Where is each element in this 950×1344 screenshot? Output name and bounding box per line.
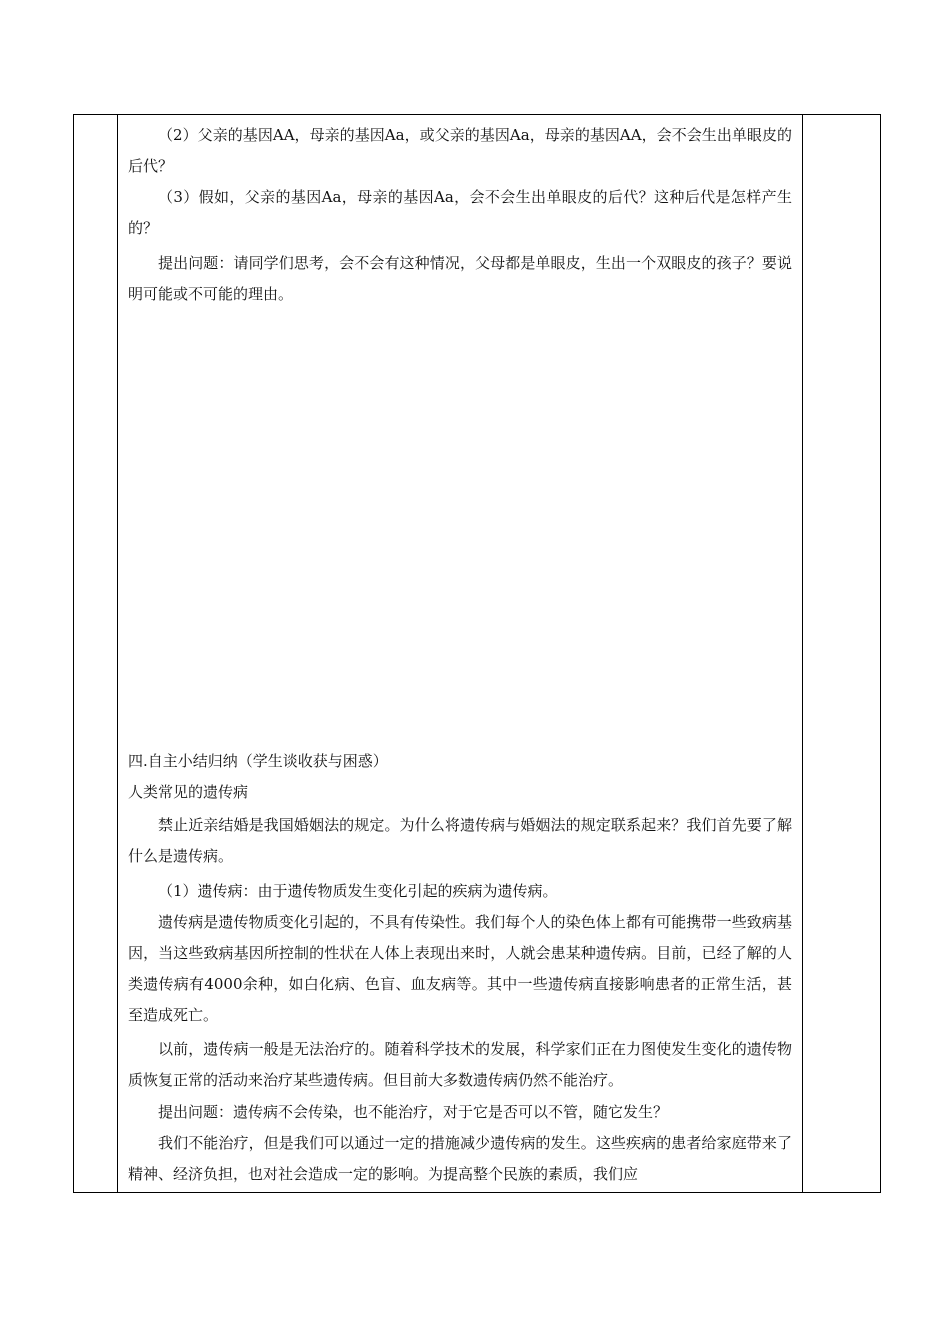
prevention-paragraph: 我们不能治疗，但是我们可以通过一定的措施减少遗传病的发生。这些疾病的患者给家庭带来了精神、经济负担，也对社会造成一定的影响。为提高整个民族的素质，我们应 [128,1134,792,1183]
section-heading: 四.自主小结归纳（学生谈收获与困惑） [128,752,388,770]
treatment-paragraph: 以前，遗传病一般是无法治疗的。随着科学技术的发展，科学家们正在力图使发生变化的遗传物质恢复正常的活动来治疗某些遗传病。但目前大多数遗传病仍然不能治疗。 [128,1040,792,1089]
marriage-law-paragraph: 禁止近亲结婚是我国婚姻法的规定。为什么将遗传病与婚姻法的规定联系起来？我们首先要了解什么是遗传病。 [128,816,792,865]
question-3-paragraph: （3）假如，父亲的基因Aa，母亲的基因Aa，会不会生出单眼皮的后代？这种后代是怎样产生的？ [128,188,792,237]
right-column-divider [802,115,803,1192]
question-prompt-paragraph: 提出问题：请同学们思考，会不会有这种情况，父母都是单眼皮，生出一个双眼皮的孩子？要说明可能或不可能的理由。 [128,254,792,303]
question-2-paragraph: （2）父亲的基因AA，母亲的基因Aa，或父亲的基因Aa，母亲的基因AA，会不会生出单眼皮的后代？ [128,126,792,175]
left-column-divider [117,115,118,1192]
follow-up-question-paragraph: 提出问题：遗传病不会传染，也不能治疗，对于它是否可以不管，随它发生？ [158,1103,669,1121]
genetic-disease-paragraph: 遗传病是遗传物质变化引起的，不具有传染性。我们每个人的染色体上都有可能携带一些致病基因，当这些致病基因所控制的性状在人体上表现出来时，人就会患某种遗传病。目前，已经了解的人类遗传病有4000余种，如白化病、色盲、血友病等。其中一些遗传病直接影响患者的正常生活，甚至造成死亡。 [128,913,792,1024]
section-subheading: 人类常见的遗传病 [128,783,249,801]
definition-paragraph: （1）遗传病：由于遗传物质发生变化引起的疾病为遗传病。 [158,882,558,900]
